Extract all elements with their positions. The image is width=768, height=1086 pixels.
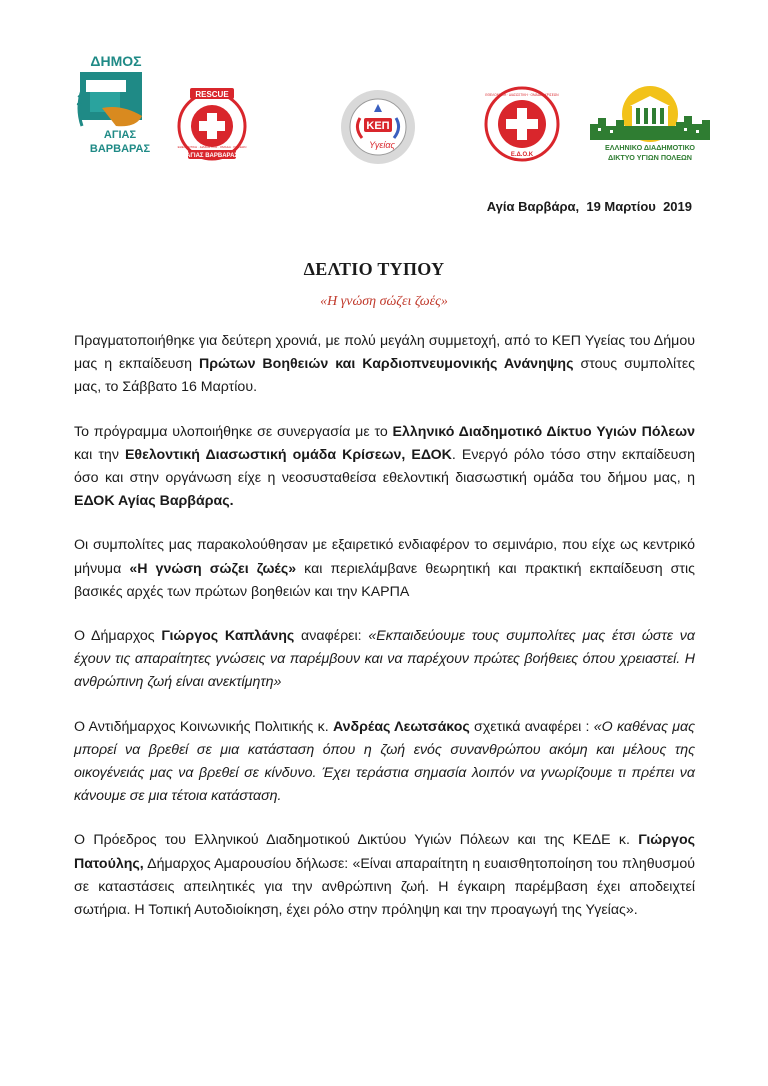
text: . Ενεργό ρόλο τόσο στην εκπαίδευση όσο και στην οργάνωση είχε η νεοσυσταθείσα εθελοντική διασωστική ομάδα του δήμου μας, η: [74, 446, 695, 487]
municipality-logo-line2: ΒΑΡΒΑΡΑΣ: [89, 143, 151, 155]
dateline: Αγία Βαρβάρα, 19 Μαρτίου 2019: [486, 199, 692, 214]
rescue-logo-ring-text: ΕΘΕΛΟΝΤΙΚΗ · ΔΙΑΣΩΣΤΙΚΗ · ΟΜΑΔΑ · ΚΡΙΣΕΩΝ: [177, 145, 247, 149]
rescue-team-logo: [176, 86, 248, 162]
edok-logo-ring-text: ΕΘΕΛΟΝΤΙΚΗ · ΔΙΑΣΩΣΤΙΚΗ · ΟΜΑΔΑ · ΚΡΙΣΕΩΝ: [485, 93, 559, 97]
text: Το πρόγραμμα υλοποιήθηκε σε συνεργασία με το: [74, 423, 393, 440]
rescue-logo-top-text: RESCUE: [195, 90, 229, 99]
paragraph-6: [74, 829, 695, 922]
logo-row: [0, 50, 768, 170]
text: και περιελάμβανε θεωρητική και πρακτική εκπαίδευση στις βασικές αρχές των πρώτων βοηθειών και την ΚΑΡΠΑ: [74, 560, 695, 600]
text: Ο Δήμαρχος: [74, 628, 162, 645]
text: Οι συμπολίτες μας παρακολούθησαν με εξαιρετικό ενδιαφέρον το σεμινάριο, που είχε ως κεντρικό μήνυμα: [74, 537, 695, 577]
kep-logo-title: ΚΕΠ: [366, 120, 390, 132]
paragraph-5: [74, 716, 695, 809]
kep-health-logo: [338, 88, 418, 166]
document-title-text: ΔΕΛΤΙΟ ΤΥΠΟΥ: [303, 259, 445, 279]
network-logo-line2: ΔΙΚΤΥΟ ΥΓΙΩΝ ΠΟΛΕΩΝ: [608, 153, 692, 162]
document-subtitle: «Η γνώση σώζει ζωές»: [320, 294, 448, 309]
municipality-logo-top-text: ΔΗΜΟΣ: [90, 53, 142, 69]
text: και την: [74, 446, 125, 463]
paragraph-3: [74, 534, 695, 604]
text: Δήμαρχος Αμαρουσίου δήλωσε: «Είναι απαραίτητη η ευαισθητοποίηση του πληθυσμού σε καταστάσεις απειλητικές για την ανθρώπινη ζωή. Η έγκαιρη παρέμβαση έχει αποδειχτεί σωτήρια. Η Τοπική Αυτοδιοίκηση, έχει ρόλο στην πρόληψη και την προαγωγή της Υγείας».: [74, 855, 695, 919]
document-body: [74, 330, 695, 943]
italic-quote: «Εκπαιδεύουμε τους συμπολίτες μας έτσι ώστε να έχουν τις απαραίτητες γνώσεις να παρέμβουν και να παρέχουν πρώτες βοήθειες όπου χρειαστεί. Η ανθρώπινη ζωή είναι ανεκτίμητη»: [74, 628, 695, 691]
kep-logo-subtitle: Υγείας: [369, 140, 395, 150]
bold-text: Γιώργος Καπλάνης: [161, 628, 295, 645]
healthy-cities-network-logo: [588, 80, 712, 164]
text: στους συμπολίτες μας, το Σάββατο 16 Μαρτίου.: [74, 356, 695, 396]
bold-text: Ελληνικό Διαδημοτικό Δίκτυο Υγιών Πόλεων: [392, 423, 695, 440]
text: Πραγματοποιήθηκε για δεύτερη χρονιά, με πολύ μεγάλη συμμετοχή, από το ΚΕΠ Υγείας του Δήμου μας η εκπαίδευση: [74, 333, 695, 373]
bold-text: «Η γνώση σώζει ζωές»: [129, 560, 297, 577]
text: Ο Πρόεδρος του Ελληνικού Διαδημοτικού Δικτύου Υγιών Πόλεων και της ΚΕΔΕ κ.: [74, 832, 639, 849]
text: αναφέρει:: [294, 628, 369, 645]
paragraph-1: [74, 330, 695, 400]
edok-logo: [484, 86, 560, 162]
municipality-logo-line1: ΑΓΙΑΣ: [103, 129, 137, 141]
bold-text: Πρώτων Βοηθειών και Καρδιοπνευμονικής Ανάνηψης: [199, 356, 574, 373]
text: σχετικά αναφέρει :: [469, 718, 594, 735]
municipality-logo: [72, 50, 160, 162]
rescue-logo-bottom-text: ΑΓΙΑΣ ΒΑΡΒΑΡΑΣ: [185, 153, 239, 159]
network-logo-line1: ΕΛΛΗΝΙΚΟ ΔΙΑΔΗΜΟΤΙΚΟ: [604, 143, 696, 152]
paragraph-2: [74, 421, 695, 514]
document-title: [0, 259, 768, 280]
bold-text: Ανδρέας Λεωτσάκος: [332, 718, 470, 735]
bold-text: ΕΔΟΚ Αγίας Βαρβάρας.: [74, 493, 234, 510]
text: Ο Αντιδήμαρχος Κοινωνικής Πολιτικής κ.: [74, 718, 333, 735]
edok-logo-bottom-text: Ε.Δ.Ο.Κ: [510, 152, 534, 158]
bold-text: Γιώργος Πατούλης,: [74, 832, 695, 872]
paragraph-4: [74, 625, 695, 695]
bold-text: Εθελοντική Διασωστική ομάδα Κρίσεων, ΕΔΟΚ: [124, 446, 452, 463]
italic-quote: «Ο καθένας μας μπορεί να βρεθεί σε μια κατάσταση όπου η ζωή ενός συνανθρώπου ακόμη και μέλους της οικογένειάς μας να βρεθεί σε κίνδυνο. Έχει τεράστια σημασία λοιπόν να γνωρίζουμε τι πρέπει να κάνουμε σε μια τέτοια κατάσταση.: [74, 718, 696, 805]
